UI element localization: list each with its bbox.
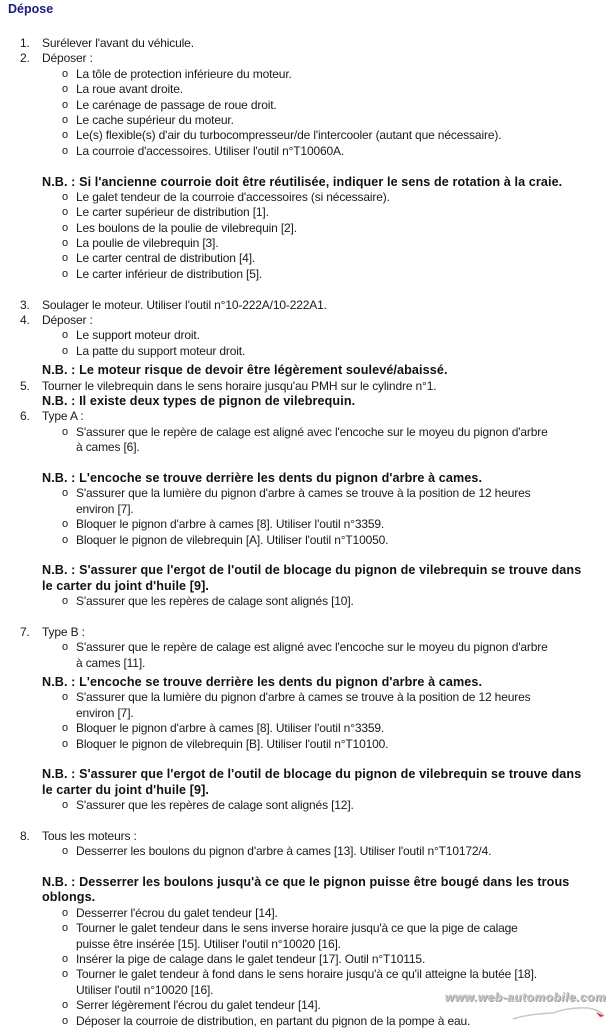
- list-item: o La patte du support moteur droit.: [62, 343, 246, 358]
- bullet-icon: o: [62, 906, 68, 919]
- bullet-icon: o: [62, 737, 68, 750]
- bullet-icon: o: [62, 237, 68, 250]
- bullet-icon: o: [62, 144, 68, 157]
- bullet-icon: o: [62, 83, 68, 96]
- bullet-icon: o: [62, 221, 68, 234]
- bullet-icon: o: [62, 799, 68, 812]
- list-item: o Le carter supérieur de distribution [1].: [62, 205, 269, 220]
- step-4: [0, 313, 616, 328]
- watermark-text: www.web-automobile.com: [444, 990, 606, 1004]
- bullet-icon: o: [62, 487, 68, 500]
- list-item: o Bloquer le pignon d'arbre à cames [8]. Utiliser l'outil n°3359.: [62, 517, 385, 532]
- list-item: o Desserrer les boulons du pignon d'arbre à cames [13]. Utiliser l'outil n°T10172/4.: [62, 844, 492, 859]
- bullet-icon: o: [62, 98, 68, 111]
- note: N.B. : S'assurer que l'ergot de l'outil de blocage du pignon de vilebrequin se trouve dans: [42, 563, 582, 578]
- step-number: 4.: [20, 313, 30, 328]
- bullet-icon: o: [62, 1014, 68, 1027]
- step-5: [0, 379, 616, 394]
- list-item: o S'assurer que les repères de calage sont alignés [12].: [62, 798, 354, 813]
- step-number: 7.: [20, 624, 30, 639]
- step-number: 3.: [20, 297, 30, 312]
- note: N.B. : L'encoche se trouve derrière les dents du pignon d'arbre à cames.: [42, 675, 483, 690]
- step-8: [0, 829, 616, 844]
- step-text: Tourner le vilebrequin dans le sens horaire jusqu'au PMH sur le cylindre n°1.: [42, 378, 437, 393]
- bullet-icon: o: [62, 691, 68, 704]
- bullet-icon: o: [62, 190, 68, 203]
- list-item: o La tôle de protection inférieure du moteur.: [62, 66, 292, 81]
- step-text: Type A :: [42, 409, 84, 424]
- section-title: Dépose: [8, 2, 54, 16]
- step-number: 2.: [20, 51, 30, 66]
- note: N.B. : S'assurer que l'ergot de l'outil de blocage du pignon de vilebrequin se trouve dans: [42, 767, 582, 782]
- bullet-icon: o: [62, 206, 68, 219]
- bullet-icon: o: [62, 329, 68, 342]
- list-item: o Desserrer l'écrou du galet tendeur [14].: [62, 905, 278, 920]
- bullet-icon: o: [62, 595, 68, 608]
- bullet-icon: o: [62, 67, 68, 80]
- step-2: [0, 51, 616, 66]
- list-item: o Tourner le galet tendeur dans le sens inverse horaire jusqu'à ce que la pige de calage: [62, 921, 518, 936]
- list-item: o S'assurer que la lumière du pignon d'arbre à cames se trouve à la position de 12 heures: [62, 690, 531, 705]
- step-text: Déposer :: [42, 313, 93, 328]
- list-item: o Déposer la courroie de distribution, en partant du pignon de la pompe à eau.: [62, 1013, 471, 1028]
- list-item: o Le carter central de distribution [4].: [62, 251, 256, 266]
- list-item: o Bloquer le pignon d'arbre à cames [8]. Utiliser l'outil n°3359.: [62, 721, 385, 736]
- step-text: Type B :: [42, 624, 85, 639]
- list-item: o S'assurer que le repère de calage est aligné avec l'encoche sur le moyeu du pignon d'arbre: [62, 640, 548, 655]
- bullet-icon: o: [62, 425, 68, 438]
- step-number: 5.: [20, 378, 30, 393]
- step-text: Déposer :: [42, 51, 93, 66]
- step-7: [0, 625, 616, 640]
- bullet-icon: o: [62, 922, 68, 935]
- list-item: o S'assurer que les repères de calage sont alignés [10].: [62, 594, 354, 609]
- list-item: o Le carter inférieur de distribution [5].: [62, 266, 263, 281]
- list-item: o S'assurer que la lumière du pignon d'arbre à cames se trouve à la position de 12 heures: [62, 486, 531, 501]
- step-number: 1.: [20, 36, 30, 50]
- note: N.B. : Le moteur risque de devoir être légèrement soulevé/abaissé.: [42, 363, 448, 378]
- bullet-icon: o: [62, 845, 68, 858]
- bullet-icon: o: [62, 999, 68, 1012]
- bullet-icon: o: [62, 953, 68, 966]
- list-item: o Insérer la pige de calage dans le galet tendeur [17]. Outil n°T10115.: [62, 952, 426, 967]
- list-item: o La roue avant droite.: [62, 82, 183, 97]
- note: N.B. : Desserrer les boulons jusqu'à ce que le pignon puisse être bougé dans les trous: [42, 875, 570, 890]
- list-item: o Les boulons de la poulie de vilebrequin [2].: [62, 220, 297, 235]
- list-item: o Serrer légèrement l'écrou du galet tendeur [14].: [62, 998, 321, 1013]
- step-number: 6.: [20, 409, 30, 424]
- step-number: 8.: [20, 828, 30, 843]
- bullet-icon: o: [62, 722, 68, 735]
- bullet-icon: o: [62, 533, 68, 546]
- list-item: o Le cache supérieur du moteur.: [62, 112, 234, 127]
- step-text: Surélever l'avant du véhicule.: [42, 36, 194, 50]
- list-item: o Bloquer le pignon de vilebrequin [A]. Utiliser l'outil n°T10050.: [62, 532, 389, 547]
- step-1: [0, 36, 616, 51]
- bullet-icon: o: [62, 344, 68, 357]
- bullet-icon: o: [62, 113, 68, 126]
- list-item: o La poulie de vilebrequin [3].: [62, 236, 219, 251]
- list-item: o Le(s) flexible(s) d'air du turbocompresseur/de l'intercooler (autant que nécessaire).: [62, 128, 502, 143]
- list-item: o La courroie d'accessoires. Utiliser l'outil n°T10060A.: [62, 143, 345, 158]
- step-3: [0, 298, 616, 313]
- list-item: o Tourner le galet tendeur à fond dans le sens horaire jusqu'à ce qu'il atteigne la butée [18].: [62, 967, 537, 982]
- list-item: o Le carénage de passage de roue droit.: [62, 97, 277, 112]
- note: N.B. : Si l'ancienne courroie doit être réutilisée, indiquer le sens de rotation à la craie.: [42, 174, 563, 189]
- bullet-icon: o: [62, 267, 68, 280]
- car-silhouette-icon: [508, 1004, 608, 1022]
- list-item: o Bloquer le pignon de vilebrequin [B]. Utiliser l'outil n°T10100.: [62, 736, 389, 751]
- list-item: o Le galet tendeur de la courroie d'accessoires (si nécessaire).: [62, 189, 390, 204]
- bullet-icon: o: [62, 968, 68, 981]
- bullet-icon: o: [62, 129, 68, 142]
- procedure-list: 1. Surélever l'avant du véhicule. 2. Déposer : o La tôle de protection inférieure du moteur. o La roue avant droite. o Le carénage de passage de roue droit. o Le cache supérieur du moteur. o Le(s) flexible(s) d'air du turbocompresseur/de l'intercooler (autant que nécessaire). o La courroie d'accessoires. Utiliser l'outil n°T10060A. N.B. : Si l'ancienne courroie doit être réutilisée, indiquer le sens de rotation à la craie. o Le galet tendeur de la courroie d'accessoires (si nécessaire). o Le carter supérieur de distribution [1]. o Les boulons de la poulie de vilebrequin [2]. o La poulie de vilebrequin [3]. o Le carter central de distribution [4]. o Le carter inférieur de distribution [5]. 3. Soulager le moteur. Utiliser l'outil n°10-222A/10-222A1. 4. Déposer : o Le support moteur droit. o La patte du support moteur droit. N.B. : Le moteur risque de devoir être légèrement soulevé/abaissé. 5. Tourner le vilebrequin dans le sens horaire jusqu'au PMH sur le cylindre n°1. N.B. : Il existe deux types de pignon de vilebrequin. 6. Type A : o S'assurer que le repère de calage est aligné avec l'encoche sur le moyeu du pignon d'arbre à cames [6]. N.B. : L'encoche se trouve derrière les dents du pignon d'arbre à cames. o S'assurer que la lumière du pignon d'arbre à cames se trouve à la position de 12 heures environ [7]. o Bloquer le pignon d'arbre à cames [8]. Utiliser l'outil n°3359. o Bloquer le pignon de vilebrequin [A]. Utiliser l'outil n°T10050. N.B. : S'assurer que l'ergot de l'outil de blocage du pignon de vilebrequin se trouve dans le carter du joint d'huile [9]. o S'assurer que les repères de calage sont alignés [10]. 7. Type B : o S'assurer que le repère de calage est aligné avec l'encoche sur le moyeu du pignon d'arbre à cames [11]. N.B. : L'encoche se trouve derrière les dents du pignon d'arbre à cames. o S'assurer que la lumière du pignon d'arbre à cames se trouve à la position de 12 heures environ [7]. o Bloquer le pignon d'arbre à cames [8]. Utiliser l'outil n°3359. o Bloquer le pignon de vilebrequin [B]. Utiliser l'outil n°T10100. N.B. : S'assurer que l'ergot de l'outil de blocage du pignon de vilebrequin se trouve dans le carter du joint d'huile [9]. o S'assurer que les repères de calage sont alignés [12]. 8. Tous les moteurs : o Desserrer les boulons du pignon d'arbre à cames [13]. Utiliser l'outil n°T10172/4. N.B. : Desserrer les boulons jusqu'à ce que le pignon puisse être bougé dans les trous oblongs. o Desserrer l'écrou du galet tendeur [14]. o Tourner le galet tendeur dans le sens inverse horaire jusqu'à ce que la pige de calage puisse être insérée [15]. Utiliser l'outil n°10020 [16]. o Insérer la pige de calage dans le galet tendeur [17]. Outil n°T10115. o Tourner le galet tendeur à fond dans le sens horaire jusqu'à ce qu'il atteigne la butée [18]. Utiliser l'outil n°10020 [16]. o Serrer légèrement l'écrou du galet tendeur [14]. o Déposer la courroie de distribution, en partant du pignon de la pompe à eau.: [0, 36, 616, 1029]
- step-6: [0, 409, 616, 424]
- watermark-logo: [412, 990, 612, 1020]
- step-text: Soulager le moteur. Utiliser l'outil n°10-222A/10-222A1.: [42, 297, 327, 312]
- list-item: o Le support moteur droit.: [62, 328, 200, 343]
- note: N.B. : L'encoche se trouve derrière les dents du pignon d'arbre à cames.: [42, 470, 483, 485]
- bullet-icon: o: [62, 518, 68, 531]
- bullet-icon: o: [62, 641, 68, 654]
- note: N.B. : Il existe deux types de pignon de vilebrequin.: [42, 393, 356, 408]
- step-text: Tous les moteurs :: [42, 828, 137, 843]
- bullet-icon: o: [62, 252, 68, 265]
- list-item: o S'assurer que le repère de calage est aligné avec l'encoche sur le moyeu du pignon d'arbre: [62, 424, 548, 439]
